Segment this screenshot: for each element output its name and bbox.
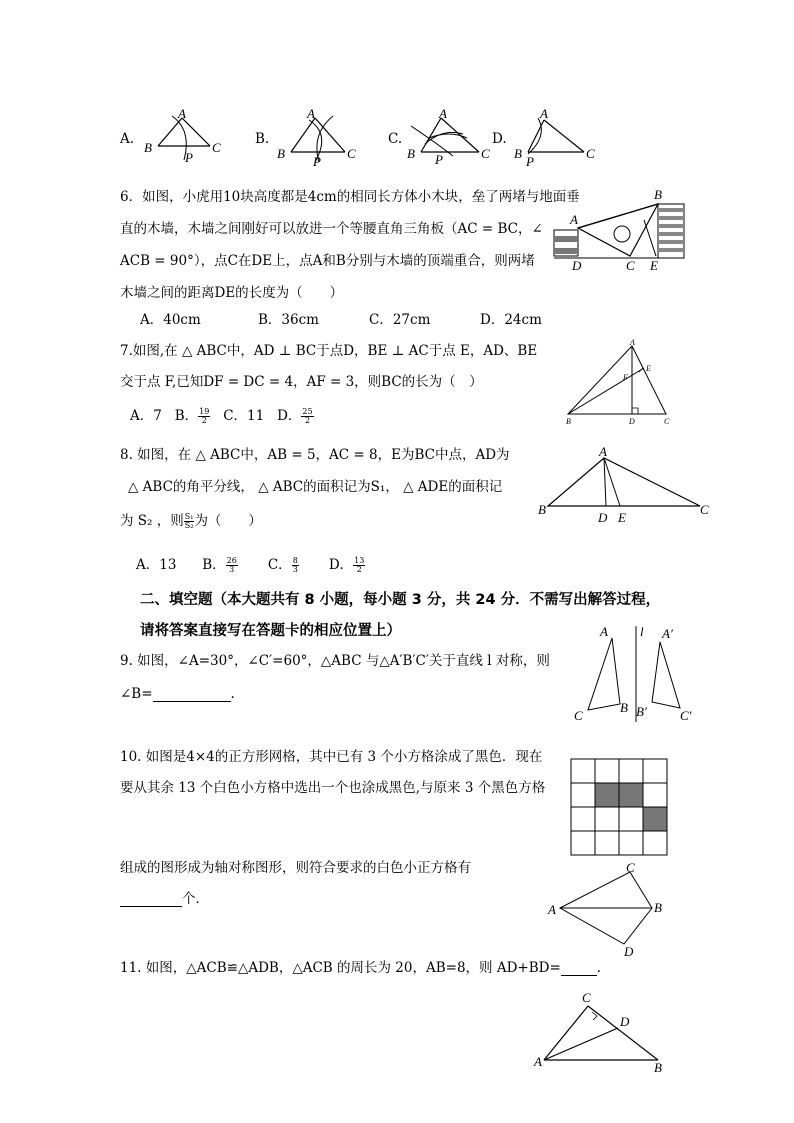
q8-option-d-fraction: $\frac{13}{2}$: [354, 556, 365, 574]
q8-ratio-fraction: $\frac{\text{S₁}}{\text{S₂}}$: [184, 512, 194, 530]
q8-figure: [536, 444, 716, 528]
q9-figure: [568, 622, 700, 724]
q6-option-b: B．36cm: [258, 312, 319, 328]
q11-label-d: D: [620, 1014, 630, 1029]
q9-answer-blank[interactable]: [153, 689, 231, 702]
q7-option-b: B．: [174, 408, 199, 424]
q7-option-d-fraction: $\frac{25}{2}$: [302, 407, 313, 425]
q6-option-a: A．40cm: [140, 312, 201, 328]
q8-line3-a: 为 S₂ ，则: [120, 513, 184, 529]
q6-label-c: C: [626, 258, 635, 273]
q9-label-a: A: [600, 624, 608, 639]
q5c-label-p: P: [435, 152, 443, 167]
q5-option-a-label: A.: [120, 131, 135, 147]
q9-text-line1: 9. 如图，∠A=30°，∠C′=60°，△ABC 与△A′B′C′关于直线 l 对称，则: [120, 653, 550, 669]
q10-shaded-cell: [643, 807, 667, 831]
q5-figure-a: [140, 108, 230, 166]
q10-figure-acbd: [544, 858, 674, 960]
q7-label-c: C: [664, 417, 670, 426]
q11-end: ．: [596, 960, 611, 976]
q8-label-c: C: [700, 502, 709, 517]
q9-angle-b: ∠B=: [120, 686, 153, 702]
q8-text-line1: 8. 如图，在 △ ABC中，AB = 5，AC = 8，E为BC中点，AD为: [120, 447, 510, 463]
q7-text-line2: 交于点 F,已知DF = DC = 4，AF = 3，则BC的长为（ ）: [120, 374, 483, 390]
q5b-label-b: B: [277, 146, 285, 161]
q5c-label-a: A: [439, 106, 447, 121]
q5b-label-a: A: [307, 106, 315, 121]
q9-text-line2: [120, 688, 235, 702]
q8-label-d: D: [598, 510, 608, 525]
q5d-label-p: P: [526, 154, 534, 169]
q6-label-b: B: [654, 187, 662, 202]
q11-text-line1: [120, 962, 610, 976]
q6-label-e: E: [650, 258, 658, 273]
q9-label-a-prime: A′: [662, 626, 673, 641]
q5b-label-p: P: [313, 154, 321, 169]
q8-text-line2: △ ABC的角平分线， △ ABC的面积记为S₁， △ ADE的面积记: [128, 479, 503, 495]
q7-label-e: E: [646, 364, 651, 373]
q5d-label-b: B: [514, 146, 522, 161]
q8-option-b-fraction: $\frac{26}{3}$: [226, 556, 237, 574]
q10-text-line2: 要从其余 13 个白色小方格中选出一个也涂成黑色,与原来 3 个黑色方格: [120, 780, 546, 796]
q6-figure: [548, 186, 690, 276]
q7-option-a: A．7: [130, 408, 162, 424]
q7-label-a: A: [630, 338, 635, 347]
q5-option-b-label: B.: [255, 131, 270, 147]
section2-heading-line1: 二、填空题（本大题共有 8 小题，每小题 3 分，共 24 分．不需写出解答过程，: [140, 592, 661, 608]
q9-label-b: B: [620, 700, 628, 715]
q11-label-a: A: [534, 1054, 542, 1069]
q10-text-line3: 组成的图形成为轴对称图形，则符合要求的白色小正方格有: [120, 860, 471, 876]
q8-label-b: B: [538, 502, 546, 517]
q8-option-a: A．13: [136, 557, 177, 573]
q8-text-line3: [120, 513, 262, 530]
q8-options: [136, 557, 365, 574]
q6-text-line1: 6．如图，小虎用10块高度都是4cm的相同长方体小木块，垒了两堵与地面垂: [120, 189, 580, 205]
q6-option-d: D．24cm: [480, 312, 542, 328]
q6-text-line3: ACB = 90°），点C在DE上，点A和B分别与木墙的顶端重合，则两堵: [120, 253, 535, 269]
q10-label-c: C: [626, 860, 635, 875]
q5c-label-c: C: [481, 146, 490, 161]
q6-label-a: A: [570, 212, 578, 227]
q9-label-l: l: [640, 624, 644, 639]
q7-option-b-fraction: $\frac{19}{2}$: [199, 407, 210, 425]
q11-label-b: B: [654, 1060, 662, 1075]
q5-option-d-label: D.: [492, 131, 507, 147]
q7-label-f: F: [623, 373, 628, 382]
q5c-label-b: B: [407, 146, 415, 161]
q8-label-a: A: [599, 444, 607, 459]
q8-option-b: B．: [202, 557, 226, 573]
q10-grid: [570, 758, 670, 858]
q5-figure-b: [275, 106, 365, 169]
q11-answer-blank[interactable]: [561, 963, 597, 976]
q5a-label-p: P: [185, 150, 193, 165]
section2-heading-line2: 请将答案直接写在答题卡的相应位置上）: [140, 623, 401, 639]
q7-label-b: B: [566, 417, 571, 426]
q9-label-c: C: [574, 708, 583, 723]
q10-label-a: A: [548, 902, 556, 917]
q5a-label-a: A: [178, 106, 186, 121]
q8-option-d: D．: [328, 557, 354, 573]
q9-label-b-prime: B′: [636, 704, 647, 719]
q8-line3-b: 为（ ）: [194, 513, 262, 529]
q5-figure-c: [405, 108, 505, 166]
q10-answer-blank[interactable]: [120, 894, 182, 907]
q6-label-d: D: [572, 258, 582, 273]
q6-text-line4: 木墙之间的距离DE的长度为（ ）: [120, 285, 344, 301]
q7-figure: [560, 338, 680, 430]
q7-option-d: D．: [277, 408, 302, 424]
q6-text-line2: 直的木墙，木墙之间刚好可以放进一个等腰直角三角板（AC = BC，∠: [120, 221, 543, 237]
q7-option-c: C．11: [223, 408, 265, 424]
q11-figure: [530, 990, 670, 1074]
q7-options: [130, 408, 314, 425]
q10-text-line1: 10. 如图是4×4的正方形网格，其中已有 3 个小方格涂成了黑色．现在: [120, 749, 543, 765]
q5-option-c-label: C.: [388, 131, 403, 147]
q7-label-d: D: [629, 417, 635, 426]
q11-label-c: C: [582, 990, 591, 1005]
q9-label-c-prime: C′: [680, 708, 692, 723]
q10-label-d: D: [624, 944, 634, 959]
q5b-label-c: C: [347, 146, 356, 161]
q7-text-line1: 7.如图,在 △ ABC中，AD ⊥ BC于点D，BE ⊥ AC于点 E，AD、BE: [120, 343, 538, 359]
q8-option-c-fraction: $\frac{8}{3}$: [292, 556, 298, 574]
q5-figure-d: [512, 106, 602, 169]
q6-option-c: C．27cm: [369, 312, 431, 328]
q9-end: .: [230, 686, 235, 702]
q5a-label-b: B: [144, 140, 152, 155]
q5d-label-c: C: [586, 146, 595, 161]
q10-unit: 个．: [182, 891, 209, 907]
q10-shaded-cell: [619, 783, 643, 807]
q5d-label-a: A: [540, 106, 548, 121]
q8-label-e: E: [618, 510, 626, 525]
q11-question: 11. 如图，△ACB≌△ADB，△ACB 的周长为 20，AB=8，则 AD+BD=: [120, 960, 561, 976]
q10-shaded-cell: [595, 783, 619, 807]
q8-option-c: C．: [267, 557, 292, 573]
q10-label-b: B: [654, 900, 662, 915]
q10-text-line4: [120, 893, 209, 907]
q5a-label-c: C: [212, 140, 221, 155]
